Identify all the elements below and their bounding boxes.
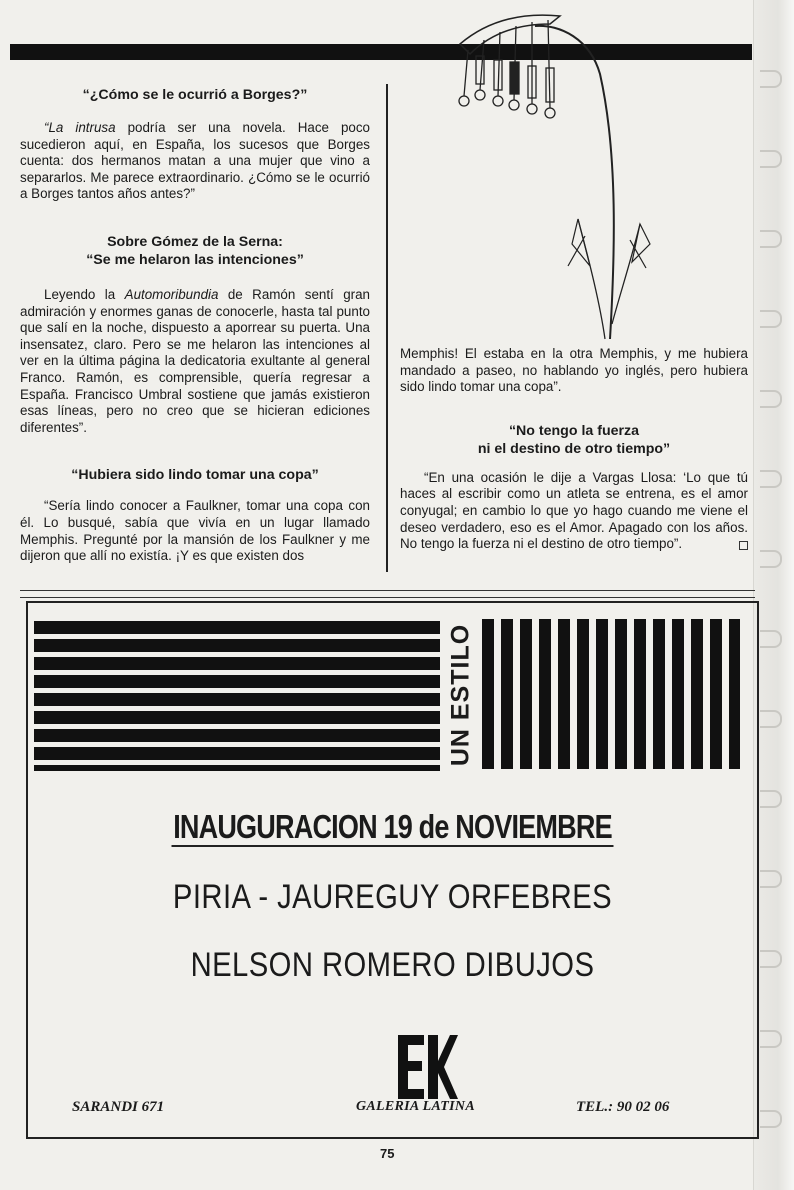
italic-title-la-intrusa: “La intrusa [44, 120, 116, 135]
paragraph-memphis: Memphis! El estaba en la otra Memphis, y me hubiera mandado a paseo, no hablando yo inglés, pero hubiera sido lindo tomar una copa”. [400, 346, 748, 395]
binder-ring [760, 70, 782, 88]
binder-ring [760, 230, 782, 248]
binder-ring [760, 150, 782, 168]
binder-ring [760, 870, 782, 888]
paragraph-borges: “La intrusa podría ser una novela. Hace poco sucedieron aquí, en España, los sucesos que Borges cuenta: dos hermanos matan a una mujer que vino a separarlos. Me parece extraordinario. ¿Cómo se le ocurrió a Borges tantos años antes?” [20, 120, 371, 202]
un-estilo-label: UN ESTILO [446, 623, 475, 767]
section-heading-destino: ni el destino de otro tiempo” [477, 440, 671, 457]
page-number: 75 [380, 1146, 395, 1161]
section-heading-faulkner: “Hubiera sido lindo tomar una copa” [71, 467, 319, 484]
vertical-stripes-graphic [482, 619, 740, 769]
flower-illustration [440, 4, 660, 344]
right-column [400, 346, 748, 553]
italic-title-automoribundia: Automoribundia [124, 286, 219, 302]
advertisement [26, 601, 759, 1139]
artists-orfebres: PIRIA - JAUREGUY ORFEBRES [172, 878, 613, 916]
section-heading-helaron: “Se me helaron las intenciones” [86, 251, 304, 268]
section-heading-borges: “¿Cómo se le ocurrió a Borges?” [82, 87, 308, 103]
horizontal-stripes-graphic [34, 621, 440, 771]
paragraph-vargas-llosa: “En una ocasión le dije a Vargas Llosa: ‘Lo que tú haces al escribir como un atleta se entrena, es el amor conyugal; en cambio lo que yo hago cuando me viene el deseo verdadero, eso es el Amor. Apagado con los años. No tengo la fuerza ni el destino de otro tiempo”. [400, 469, 748, 552]
binder-ring [760, 310, 782, 328]
left-column [20, 86, 370, 565]
un-estilo-label-box [446, 621, 476, 769]
gallery-address: SARANDI 671 [72, 1099, 165, 1115]
binder-ring [760, 1110, 782, 1128]
gallery-phone: TEL.: 90 02 06 [576, 1099, 670, 1115]
binder-ring [760, 1030, 782, 1048]
section-divider [20, 590, 755, 598]
gallery-name: GALERIA LATINA [356, 1099, 475, 1114]
binder-ring [760, 630, 782, 648]
section-heading-fuerza: “No tengo la fuerza [508, 422, 640, 439]
galeria-latina-logo-icon [394, 1031, 460, 1103]
binder-ring [760, 710, 782, 728]
paragraph-gomez: Leyendo la Automoribundia de Ramón sentí gran admiración y enormes ganas de conocerle, hasta tal punto que salí en la noche, dispuesto a aporrear su puerta. Una insensatez, claro. Pero se me helaron las intenciones al ver en la última página la dedicatoria exultante al general Franco. Ramón, es comprensible, quería regresar a España. Francisco Umbral sostiene que jamás existieron esas líneas, pero no creo que se hicieran ediciones diferentes”. [20, 286, 370, 435]
binder-ring [760, 790, 782, 808]
binder-ring [760, 950, 782, 968]
inauguration-date: INAUGURACION 19 de NOVIEMBRE [173, 808, 612, 845]
section-heading-gomez: Sobre Gómez de la Serna: [107, 233, 283, 250]
paragraph-faulkner: “Sería lindo conocer a Faulkner, tomar una copa con él. Lo busqué, sabía que vivía en un lugar llamado Memphis. Pregunté por la mansión de los Faulkner y me dijeron que allí no existía. ¡Y es que existen dos [20, 498, 370, 564]
end-of-article-icon [739, 541, 748, 550]
artists-dibujos: NELSON ROMERO DIBUJOS [190, 946, 595, 984]
binder-ring [760, 390, 782, 408]
binder-ring [760, 470, 782, 488]
binder-ring [760, 550, 782, 568]
column-divider [386, 84, 388, 572]
binder-edge [753, 0, 794, 1190]
